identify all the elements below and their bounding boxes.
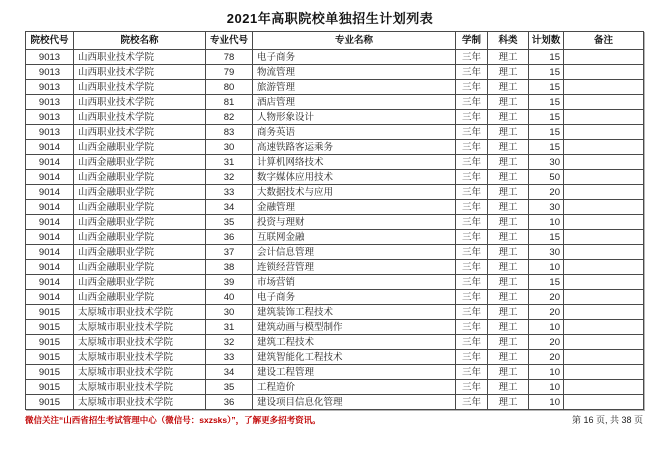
cell-college-name: 山西金融职业学院 — [74, 155, 206, 170]
cell-category: 理工 — [488, 395, 529, 410]
cell-college-name: 太原城市职业技术学院 — [74, 305, 206, 320]
cell-major-code: 79 — [206, 65, 253, 80]
column-header-major-name: 专业名称 — [253, 32, 456, 50]
cell-plan-count: 50 — [529, 170, 564, 185]
cell-remarks — [564, 365, 644, 380]
cell-category: 理工 — [488, 50, 529, 65]
cell-college-code: 9015 — [26, 350, 74, 365]
cell-category: 理工 — [488, 155, 529, 170]
cell-remarks — [564, 170, 644, 185]
cell-college-name: 山西金融职业学院 — [74, 140, 206, 155]
cell-duration: 三年 — [456, 395, 488, 410]
cell-duration: 三年 — [456, 215, 488, 230]
cell-college-name: 太原城市职业技术学院 — [74, 335, 206, 350]
cell-duration: 三年 — [456, 275, 488, 290]
cell-plan-count: 20 — [529, 335, 564, 350]
cell-college-name: 山西职业技术学院 — [74, 50, 206, 65]
cell-category: 理工 — [488, 110, 529, 125]
cell-college-code: 9014 — [26, 140, 74, 155]
cell-remarks — [564, 395, 644, 410]
cell-remarks — [564, 305, 644, 320]
cell-college-code: 9014 — [26, 245, 74, 260]
cell-college-code: 9014 — [26, 170, 74, 185]
cell-remarks — [564, 155, 644, 170]
cell-college-code: 9015 — [26, 320, 74, 335]
table-row — [26, 200, 644, 215]
cell-college-name: 太原城市职业技术学院 — [74, 350, 206, 365]
cell-duration: 三年 — [456, 200, 488, 215]
table-row — [26, 305, 644, 320]
cell-plan-count: 15 — [529, 50, 564, 65]
cell-remarks — [564, 200, 644, 215]
cell-major-code: 38 — [206, 260, 253, 275]
cell-duration: 三年 — [456, 125, 488, 140]
cell-category: 理工 — [488, 140, 529, 155]
cell-duration: 三年 — [456, 335, 488, 350]
cell-college-name: 山西金融职业学院 — [74, 290, 206, 305]
cell-college-code: 9013 — [26, 65, 74, 80]
cell-major-code: 35 — [206, 215, 253, 230]
cell-plan-count: 10 — [529, 395, 564, 410]
cell-duration: 三年 — [456, 320, 488, 335]
cell-college-name: 山西金融职业学院 — [74, 215, 206, 230]
cell-major-name: 电子商务 — [253, 290, 456, 305]
cell-major-name: 建设工程管理 — [253, 365, 456, 380]
cell-duration: 三年 — [456, 110, 488, 125]
cell-category: 理工 — [488, 185, 529, 200]
table-row — [26, 260, 644, 275]
cell-remarks — [564, 50, 644, 65]
cell-plan-count: 15 — [529, 80, 564, 95]
cell-college-code: 9013 — [26, 80, 74, 95]
cell-major-code: 37 — [206, 245, 253, 260]
cell-college-name: 太原城市职业技术学院 — [74, 395, 206, 410]
cell-college-code: 9013 — [26, 50, 74, 65]
cell-major-code: 39 — [206, 275, 253, 290]
page-footer — [25, 413, 643, 426]
cell-major-code: 40 — [206, 290, 253, 305]
cell-remarks — [564, 290, 644, 305]
cell-major-code: 78 — [206, 50, 253, 65]
column-header-plan-count: 计划数 — [529, 32, 564, 50]
cell-major-code: 80 — [206, 80, 253, 95]
cell-remarks — [564, 245, 644, 260]
cell-major-name: 大数据技术与应用 — [253, 185, 456, 200]
cell-college-code: 9015 — [26, 395, 74, 410]
cell-major-name: 建筑智能化工程技术 — [253, 350, 456, 365]
cell-major-name: 高速铁路客运乘务 — [253, 140, 456, 155]
cell-category: 理工 — [488, 95, 529, 110]
cell-college-code: 9014 — [26, 230, 74, 245]
table-row — [26, 110, 644, 125]
table-header-row — [26, 32, 644, 50]
cell-category: 理工 — [488, 125, 529, 140]
cell-remarks — [564, 95, 644, 110]
cell-category: 理工 — [488, 200, 529, 215]
cell-major-name: 连锁经营管理 — [253, 260, 456, 275]
cell-remarks — [564, 140, 644, 155]
cell-plan-count: 15 — [529, 110, 564, 125]
cell-major-code: 35 — [206, 380, 253, 395]
cell-plan-count: 15 — [529, 275, 564, 290]
cell-major-name: 建筑装饰工程技术 — [253, 305, 456, 320]
cell-college-name: 太原城市职业技术学院 — [74, 380, 206, 395]
table-row — [26, 170, 644, 185]
cell-remarks — [564, 125, 644, 140]
cell-major-code: 81 — [206, 95, 253, 110]
cell-major-name: 建筑工程技术 — [253, 335, 456, 350]
cell-duration: 三年 — [456, 140, 488, 155]
cell-college-name: 山西职业技术学院 — [74, 65, 206, 80]
cell-duration: 三年 — [456, 50, 488, 65]
cell-remarks — [564, 260, 644, 275]
cell-college-code: 9013 — [26, 110, 74, 125]
cell-college-name: 山西职业技术学院 — [74, 110, 206, 125]
cell-college-name: 山西职业技术学院 — [74, 80, 206, 95]
cell-duration: 三年 — [456, 155, 488, 170]
table-row — [26, 95, 644, 110]
cell-college-name: 太原城市职业技术学院 — [74, 365, 206, 380]
cell-category: 理工 — [488, 290, 529, 305]
table-row — [26, 395, 644, 410]
table-row — [26, 125, 644, 140]
cell-major-code: 32 — [206, 335, 253, 350]
column-header-college-name: 院校名称 — [74, 32, 206, 50]
cell-remarks — [564, 110, 644, 125]
cell-college-code: 9014 — [26, 290, 74, 305]
cell-plan-count: 10 — [529, 215, 564, 230]
cell-college-code: 9015 — [26, 365, 74, 380]
page-number-text: 第 16 页, 共 38 页 — [571, 415, 643, 425]
cell-plan-count: 10 — [529, 320, 564, 335]
cell-duration: 三年 — [456, 380, 488, 395]
cell-major-code: 31 — [206, 320, 253, 335]
cell-duration: 三年 — [456, 95, 488, 110]
cell-plan-count: 30 — [529, 155, 564, 170]
cell-duration: 三年 — [456, 245, 488, 260]
cell-college-code: 9014 — [26, 200, 74, 215]
cell-major-code: 83 — [206, 125, 253, 140]
cell-plan-count: 30 — [529, 200, 564, 215]
cell-plan-count: 10 — [529, 365, 564, 380]
cell-duration: 三年 — [456, 230, 488, 245]
table-row — [26, 50, 644, 65]
cell-major-code: 31 — [206, 155, 253, 170]
cell-major-code: 82 — [206, 110, 253, 125]
cell-major-name: 建设项目信息化管理 — [253, 395, 456, 410]
cell-college-code: 9014 — [26, 215, 74, 230]
cell-major-code: 34 — [206, 365, 253, 380]
cell-college-code: 9013 — [26, 95, 74, 110]
cell-college-code: 9014 — [26, 260, 74, 275]
column-header-remarks: 备注 — [564, 32, 644, 50]
wechat-notice-text: 微信关注“山西省招生考试管理中心（微信号：sxzsks）”，了解更多招考资讯。 — [25, 415, 321, 425]
cell-major-name: 酒店管理 — [253, 95, 456, 110]
cell-category: 理工 — [488, 305, 529, 320]
cell-remarks — [564, 65, 644, 80]
cell-major-name: 电子商务 — [253, 50, 456, 65]
cell-major-code: 32 — [206, 170, 253, 185]
column-header-college-code: 院校代号 — [26, 32, 74, 50]
cell-plan-count: 10 — [529, 260, 564, 275]
cell-plan-count: 15 — [529, 140, 564, 155]
cell-major-name: 计算机网络技术 — [253, 155, 456, 170]
table-row — [26, 380, 644, 395]
cell-plan-count: 15 — [529, 95, 564, 110]
cell-plan-count: 20 — [529, 305, 564, 320]
cell-college-name: 山西金融职业学院 — [74, 275, 206, 290]
cell-plan-count: 15 — [529, 230, 564, 245]
cell-plan-count: 10 — [529, 380, 564, 395]
table-row — [26, 65, 644, 80]
table-row — [26, 335, 644, 350]
table-row — [26, 365, 644, 380]
cell-college-code: 9015 — [26, 380, 74, 395]
cell-major-name: 市场营销 — [253, 275, 456, 290]
cell-duration: 三年 — [456, 305, 488, 320]
table-row — [26, 80, 644, 95]
cell-major-name: 数字媒体应用技术 — [253, 170, 456, 185]
cell-duration: 三年 — [456, 80, 488, 95]
cell-college-name: 山西职业技术学院 — [74, 125, 206, 140]
cell-duration: 三年 — [456, 350, 488, 365]
table-row — [26, 140, 644, 155]
cell-major-code: 36 — [206, 395, 253, 410]
cell-college-code: 9015 — [26, 305, 74, 320]
cell-category: 理工 — [488, 335, 529, 350]
cell-major-name: 商务英语 — [253, 125, 456, 140]
cell-remarks — [564, 335, 644, 350]
cell-major-name: 工程造价 — [253, 380, 456, 395]
cell-duration: 三年 — [456, 260, 488, 275]
cell-category: 理工 — [488, 380, 529, 395]
cell-major-code: 30 — [206, 140, 253, 155]
cell-duration: 三年 — [456, 290, 488, 305]
cell-plan-count: 15 — [529, 125, 564, 140]
cell-major-name: 人物形象设计 — [253, 110, 456, 125]
cell-category: 理工 — [488, 170, 529, 185]
cell-major-name: 会计信息管理 — [253, 245, 456, 260]
cell-plan-count: 20 — [529, 290, 564, 305]
cell-college-name: 太原城市职业技术学院 — [74, 320, 206, 335]
cell-duration: 三年 — [456, 65, 488, 80]
cell-major-name: 投资与理财 — [253, 215, 456, 230]
table-row — [26, 230, 644, 245]
cell-duration: 三年 — [456, 185, 488, 200]
page-title: 2021年高职院校单独招生计划列表 — [226, 11, 434, 26]
cell-college-code: 9015 — [26, 335, 74, 350]
cell-remarks — [564, 380, 644, 395]
cell-category: 理工 — [488, 275, 529, 290]
cell-remarks — [564, 230, 644, 245]
table-row — [26, 215, 644, 230]
cell-plan-count: 20 — [529, 185, 564, 200]
column-header-major-code: 专业代号 — [206, 32, 253, 50]
cell-college-name: 山西金融职业学院 — [74, 230, 206, 245]
cell-college-name: 山西金融职业学院 — [74, 260, 206, 275]
cell-duration: 三年 — [456, 170, 488, 185]
cell-major-code: 33 — [206, 185, 253, 200]
cell-major-name: 物流管理 — [253, 65, 456, 80]
cell-college-name: 山西金融职业学院 — [74, 170, 206, 185]
cell-category: 理工 — [488, 215, 529, 230]
cell-college-code: 9014 — [26, 185, 74, 200]
cell-category: 理工 — [488, 365, 529, 380]
cell-category: 理工 — [488, 65, 529, 80]
table-row — [26, 185, 644, 200]
cell-remarks — [564, 320, 644, 335]
cell-major-code: 36 — [206, 230, 253, 245]
table-row — [26, 155, 644, 170]
cell-remarks — [564, 275, 644, 290]
cell-remarks — [564, 80, 644, 95]
cell-plan-count: 15 — [529, 65, 564, 80]
cell-college-name: 山西金融职业学院 — [74, 245, 206, 260]
cell-plan-count: 30 — [529, 245, 564, 260]
table-row — [26, 245, 644, 260]
cell-major-name: 建筑动画与模型制作 — [253, 320, 456, 335]
table-body — [26, 50, 644, 410]
table-row — [26, 320, 644, 335]
cell-plan-count: 20 — [529, 350, 564, 365]
cell-remarks — [564, 185, 644, 200]
cell-major-code: 34 — [206, 200, 253, 215]
cell-college-code: 9013 — [26, 125, 74, 140]
table-row — [26, 275, 644, 290]
cell-category: 理工 — [488, 245, 529, 260]
cell-major-name: 金融管理 — [253, 200, 456, 215]
enrollment-plan-table — [25, 31, 644, 410]
cell-remarks — [564, 215, 644, 230]
table-header — [26, 32, 644, 50]
cell-category: 理工 — [488, 260, 529, 275]
cell-college-code: 9014 — [26, 275, 74, 290]
column-header-duration: 学制 — [456, 32, 488, 50]
cell-category: 理工 — [488, 230, 529, 245]
column-header-category: 科类 — [488, 32, 529, 50]
cell-college-name: 山西金融职业学院 — [74, 185, 206, 200]
cell-category: 理工 — [488, 80, 529, 95]
cell-major-code: 30 — [206, 305, 253, 320]
cell-category: 理工 — [488, 350, 529, 365]
cell-college-code: 9014 — [26, 155, 74, 170]
cell-major-name: 旅游管理 — [253, 80, 456, 95]
cell-duration: 三年 — [456, 365, 488, 380]
cell-category: 理工 — [488, 320, 529, 335]
cell-college-name: 山西职业技术学院 — [74, 95, 206, 110]
table-row — [26, 290, 644, 305]
cell-remarks — [564, 350, 644, 365]
table-row — [26, 350, 644, 365]
cell-major-name: 互联网金融 — [253, 230, 456, 245]
cell-college-name: 山西金融职业学院 — [74, 200, 206, 215]
cell-major-code: 33 — [206, 350, 253, 365]
